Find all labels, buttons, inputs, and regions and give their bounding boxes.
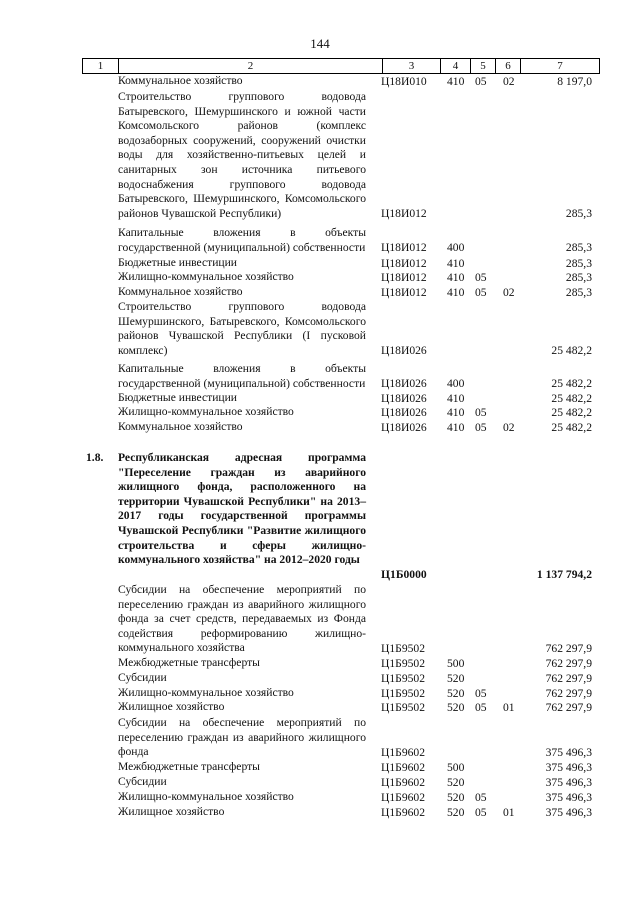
row-code: Ц1Б9502 bbox=[381, 700, 426, 714]
row-code: Ц1Б9602 bbox=[381, 760, 426, 774]
row-name: Бюджетные инвестиции bbox=[118, 256, 238, 269]
row-section: 05 bbox=[475, 74, 487, 88]
row-code: Ц1Б0000 bbox=[381, 568, 427, 582]
row-code: Ц18И012 bbox=[381, 256, 427, 270]
row-name: Коммунальное хозяйство bbox=[118, 74, 243, 87]
row-name: Субсидии bbox=[118, 671, 167, 684]
row-name: Субсидии на обеспечение мероприятий по переселению граждан из аварийного жилищного фонда за счет средств, передаваемых из Фонда содействия реформированию жилищно-коммунального хозяйства bbox=[118, 583, 366, 655]
row-section: 05 bbox=[475, 420, 487, 434]
row-amount: 25 482,2 bbox=[551, 391, 592, 405]
row-expense-type: 400 bbox=[447, 377, 465, 391]
row-amount: 762 297,9 bbox=[545, 641, 592, 655]
row-name: Межбюджетные трансферты bbox=[118, 656, 260, 669]
row-section: 05 bbox=[475, 686, 487, 700]
row-name: Капитальные вложения в объекты государственной (муниципальной) собственности bbox=[118, 226, 366, 254]
row-amount: 762 297,9 bbox=[545, 656, 592, 670]
row-subsection: 02 bbox=[503, 74, 515, 88]
row-amount: 375 496,3 bbox=[545, 745, 592, 759]
row-amount: 762 297,9 bbox=[545, 700, 592, 714]
row-name: Коммунальное хозяйство bbox=[118, 420, 243, 433]
header-col-2: 2 bbox=[118, 59, 382, 73]
row-section: 05 bbox=[475, 700, 487, 714]
row-amount: 285,3 bbox=[565, 241, 592, 255]
row-code: Ц18И026 bbox=[381, 405, 427, 419]
row-amount: 375 496,3 bbox=[545, 805, 592, 819]
row-expense-type: 500 bbox=[447, 760, 465, 774]
row-expense-type: 410 bbox=[447, 420, 465, 434]
row-subsection: 01 bbox=[503, 805, 515, 819]
row-name: Жилищно-коммунальное хозяйство bbox=[118, 270, 294, 283]
row-code: Ц1Б9602 bbox=[381, 745, 426, 759]
row-section: 05 bbox=[475, 285, 487, 299]
row-expense-type: 520 bbox=[447, 790, 465, 804]
row-name: Капитальные вложения в объекты государственной (муниципальной) собственности bbox=[118, 362, 366, 390]
row-code: Ц18И010 bbox=[381, 74, 427, 88]
row-amount: 8 197,0 bbox=[557, 74, 592, 88]
row-amount: 285,3 bbox=[565, 207, 592, 221]
row-code: Ц1Б9602 bbox=[381, 790, 426, 804]
table-header bbox=[82, 58, 600, 74]
row-amount: 762 297,9 bbox=[545, 671, 592, 685]
page-number: 144 bbox=[310, 36, 330, 51]
section-number: 1.8. bbox=[86, 451, 104, 464]
row-amount: 762 297,9 bbox=[545, 686, 592, 700]
row-amount: 25 482,2 bbox=[551, 420, 592, 434]
row-subsection: 01 bbox=[503, 700, 515, 714]
header-col-7: 7 bbox=[520, 59, 600, 73]
row-code: Ц18И012 bbox=[381, 241, 427, 255]
row-expense-type: 520 bbox=[447, 671, 465, 685]
row-name: Строительство группового водовода Шемуршинского, Батыревского, Комсомольского районов Чувашской Республики (I пусковой комплекс) bbox=[118, 300, 366, 357]
row-name: Жилищно-коммунальное хозяйство bbox=[118, 405, 294, 418]
row-name: Строительство группового водовода Батыревского, Шемуршинского и южной части Комсомольского районов (комплекс водозаборных сооружений, сооружений очистки воды для хозяйственно-питьевых целей и санитарных зон источника питьевого водоснабжения группового водовода Батыревского, Шемуршинского, Комсомольского районов Чувашской Республики) bbox=[118, 90, 366, 220]
row-expense-type: 410 bbox=[447, 285, 465, 299]
row-code: Ц18И026 bbox=[381, 344, 427, 358]
row-expense-type: 410 bbox=[447, 256, 465, 270]
row-code: Ц18И012 bbox=[381, 207, 427, 221]
row-section: 05 bbox=[475, 270, 487, 284]
row-expense-type: 410 bbox=[447, 391, 465, 405]
header-col-4: 4 bbox=[440, 59, 470, 73]
row-amount: 1 137 794,2 bbox=[536, 568, 592, 582]
row-amount: 285,3 bbox=[565, 256, 592, 270]
row-name: Бюджетные инвестиции bbox=[118, 391, 238, 404]
row-code: Ц1Б9602 bbox=[381, 775, 426, 789]
row-expense-type: 410 bbox=[447, 405, 465, 419]
row-code: Ц18И026 bbox=[381, 420, 427, 434]
row-expense-type: 410 bbox=[447, 74, 465, 88]
row-amount: 25 482,2 bbox=[551, 344, 592, 358]
row-expense-type: 520 bbox=[447, 700, 465, 714]
row-subsection: 02 bbox=[503, 285, 515, 299]
row-expense-type: 400 bbox=[447, 241, 465, 255]
row-section: 05 bbox=[475, 405, 487, 419]
row-expense-type: 520 bbox=[447, 805, 465, 819]
row-name: Жилищно-коммунальное хозяйство bbox=[118, 790, 294, 803]
row-code: Ц18И026 bbox=[381, 391, 427, 405]
row-code: Ц1Б9502 bbox=[381, 686, 426, 700]
row-amount: 285,3 bbox=[565, 285, 592, 299]
row-section: 05 bbox=[475, 805, 487, 819]
row-amount: 285,3 bbox=[565, 270, 592, 284]
row-code: Ц1Б9602 bbox=[381, 805, 426, 819]
header-col-5: 5 bbox=[470, 59, 495, 73]
header-col-1: 1 bbox=[82, 59, 118, 73]
row-name: Жилищно-коммунальное хозяйство bbox=[118, 686, 294, 699]
program-title: Республиканская адресная программа "Переселение граждан из аварийного жилищного фонда, расположенного на территории Чувашской Республики" на 2013–2017 годы государственной программы Чувашской Республики "Развитие жилищного строительства и сферы жилищно-коммунального хозяйства" на 2012–2020 годы bbox=[118, 451, 366, 567]
row-name: Жилищное хозяйство bbox=[118, 700, 225, 713]
row-amount: 375 496,3 bbox=[545, 760, 592, 774]
row-code: Ц18И012 bbox=[381, 270, 427, 284]
row-name: Субсидии bbox=[118, 775, 167, 788]
row-name: Субсидии на обеспечение мероприятий по переселению граждан из аварийного жилищного фонда bbox=[118, 716, 366, 759]
row-amount: 25 482,2 bbox=[551, 405, 592, 419]
row-amount: 375 496,3 bbox=[545, 790, 592, 804]
row-amount: 25 482,2 bbox=[551, 377, 592, 391]
row-code: Ц18И012 bbox=[381, 285, 427, 299]
row-amount: 375 496,3 bbox=[545, 775, 592, 789]
row-section: 05 bbox=[475, 790, 487, 804]
row-name: Жилищное хозяйство bbox=[118, 805, 225, 818]
row-name: Коммунальное хозяйство bbox=[118, 285, 243, 298]
row-name: Межбюджетные трансферты bbox=[118, 760, 260, 773]
header-col-6: 6 bbox=[495, 59, 520, 73]
row-code: Ц1Б9502 bbox=[381, 671, 426, 685]
row-expense-type: 520 bbox=[447, 686, 465, 700]
row-code: Ц1Б9502 bbox=[381, 641, 426, 655]
row-expense-type: 410 bbox=[447, 270, 465, 284]
row-code: Ц18И026 bbox=[381, 377, 427, 391]
row-code: Ц1Б9502 bbox=[381, 656, 426, 670]
header-col-3: 3 bbox=[382, 59, 440, 73]
row-expense-type: 500 bbox=[447, 656, 465, 670]
row-subsection: 02 bbox=[503, 420, 515, 434]
row-expense-type: 520 bbox=[447, 775, 465, 789]
